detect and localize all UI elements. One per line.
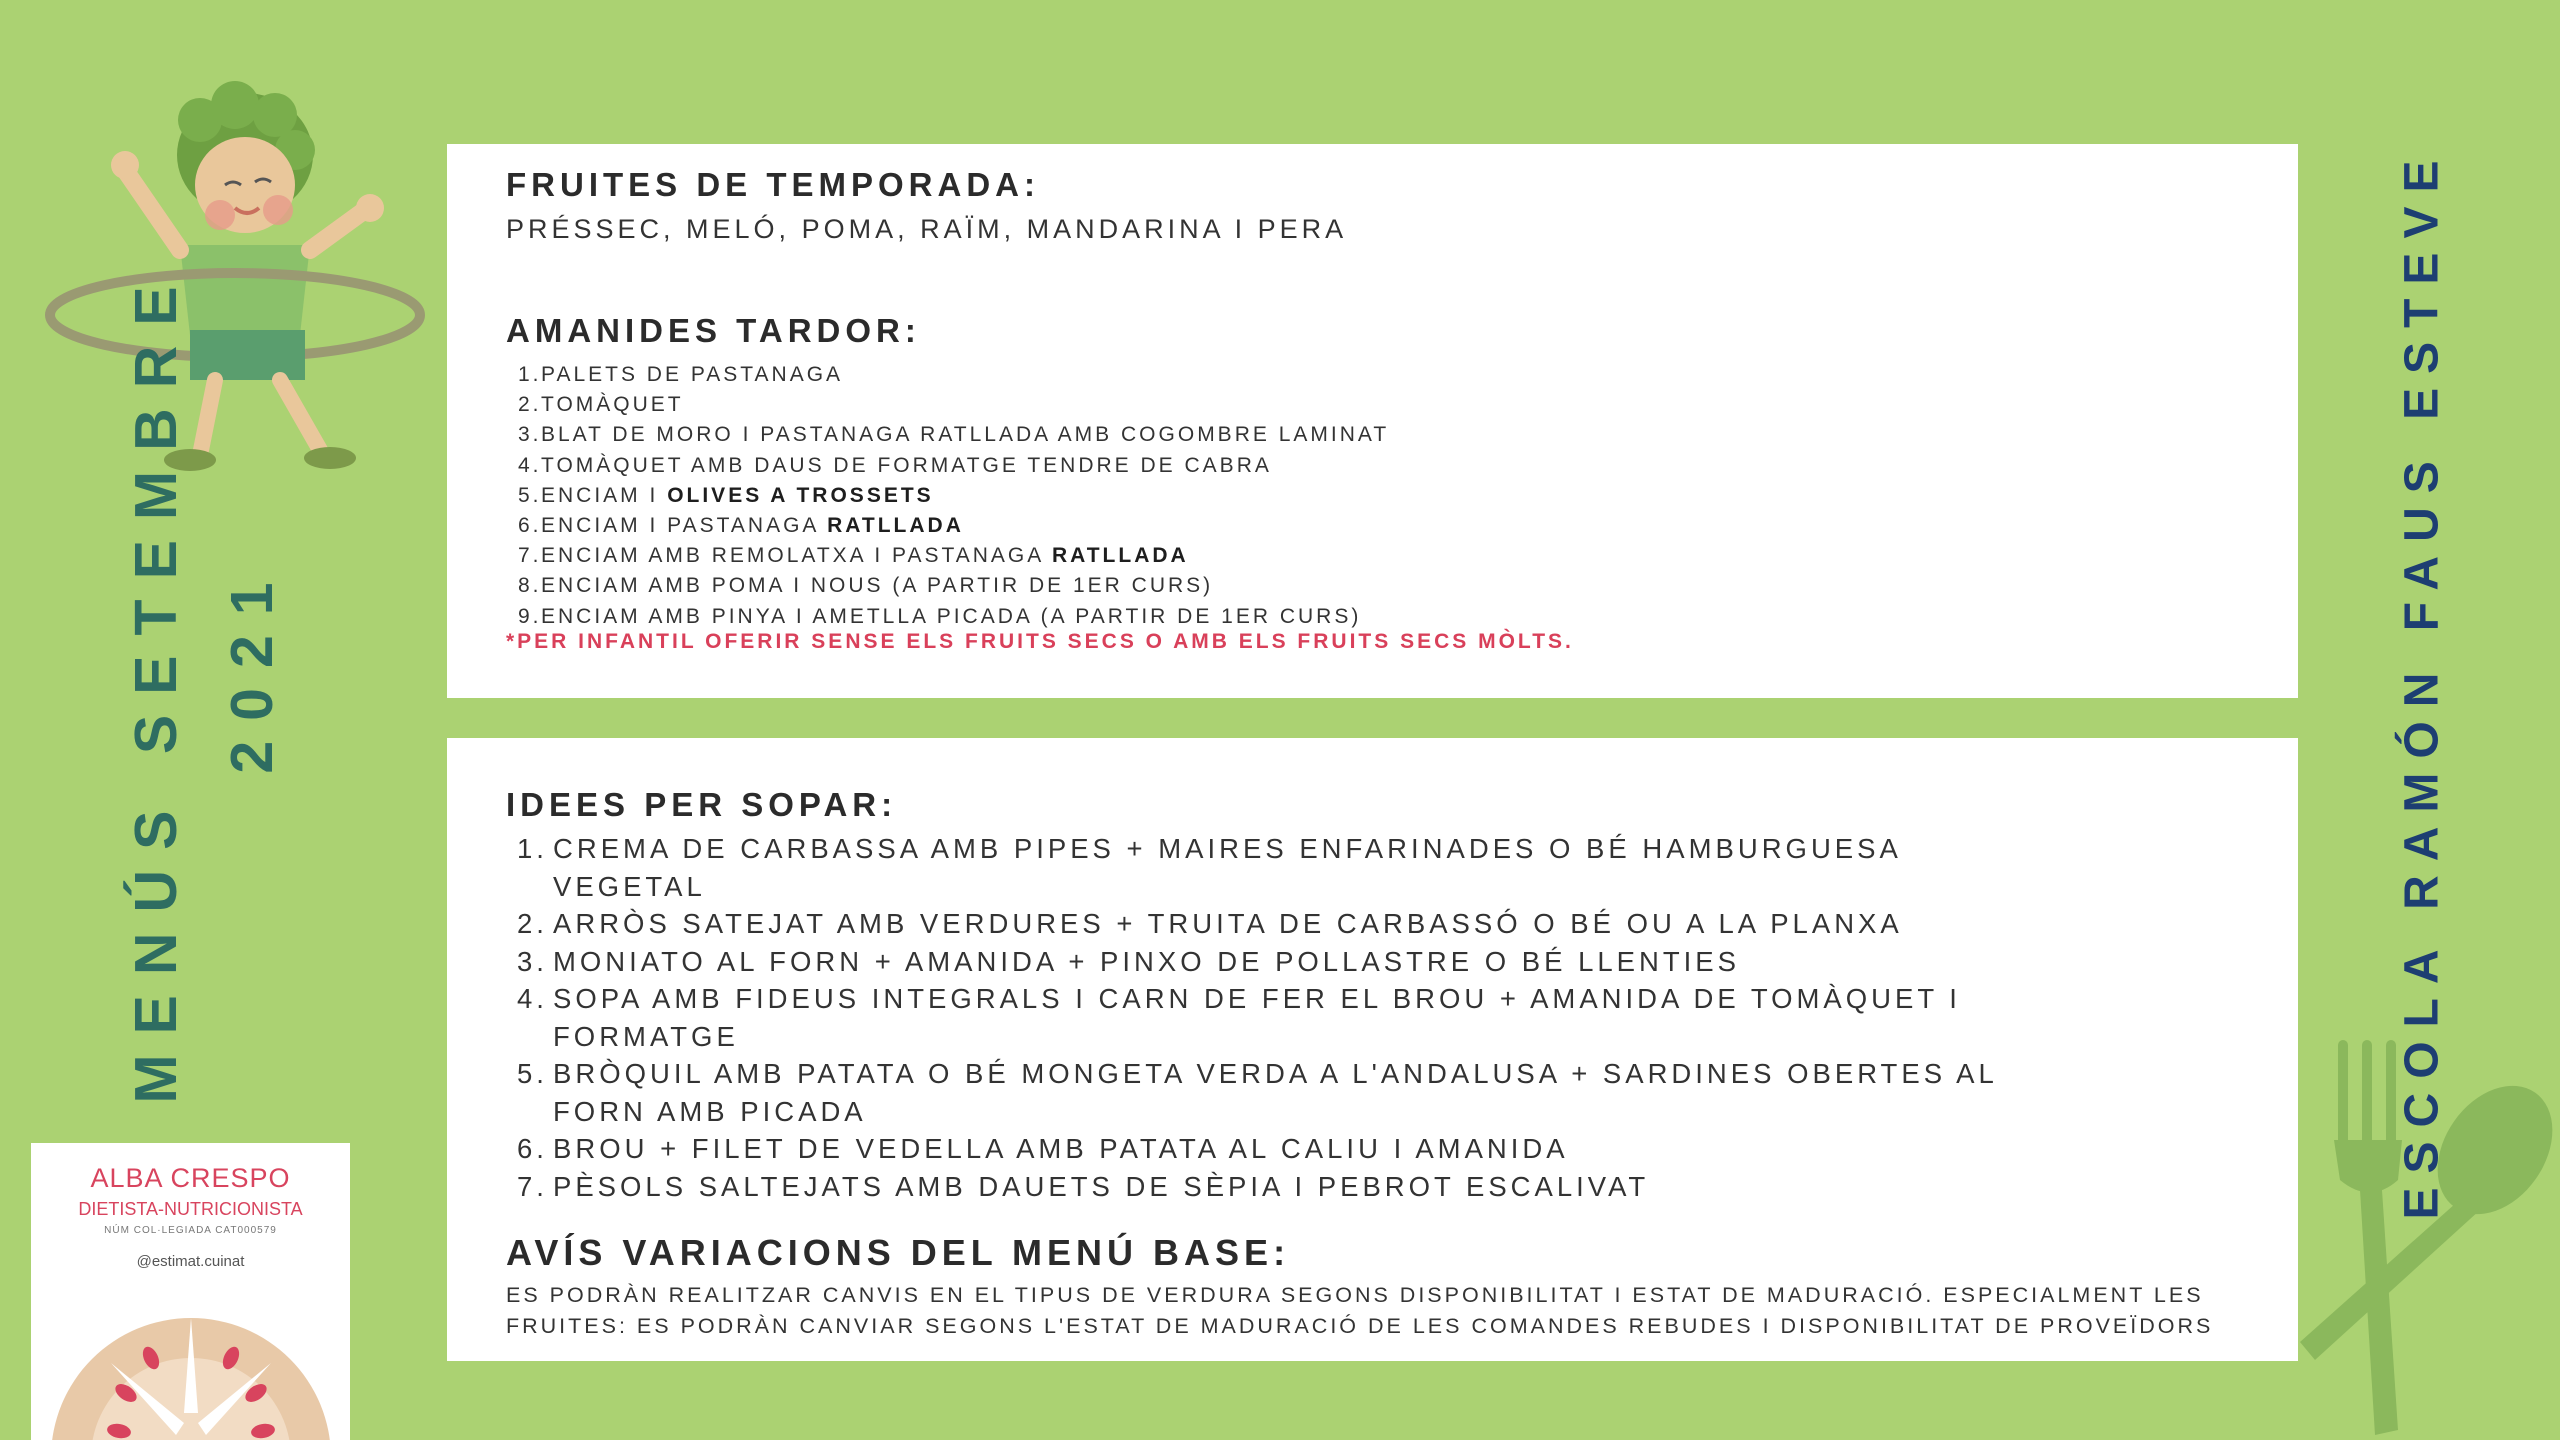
list-item: 1. PALETS DE PASTANAGA — [518, 363, 844, 386]
dinner-panel — [447, 738, 2298, 1361]
list-item: 5. BRÒQUIL AMB PATATA O BÉ MONGETA VERDA A L'ANDALUSA + SARDINES OBERTES AL FORN AMB PICADA — [517, 1058, 1997, 1127]
seasonal-panel — [447, 144, 2298, 698]
list-item: 9. ENCIAM AMB PINYA I AMETLLA PICADA (A PARTIR DE 1ER CURS) — [518, 604, 1362, 628]
child-hula-hoop-illustration — [30, 60, 450, 480]
list-item: 4. SOPA AMB FIDEUS INTEGRALS I CARN DE FER EL BROU + AMANIDA DE TOMÀQUET I FORMATGE — [517, 983, 1961, 1052]
logo-handle: @estimat.cuinat — [136, 1253, 245, 1270]
list-item: 3. MONIATO AL FORN + AMANIDA + PINXO DE POLLASTRE O BÉ LLENTIES — [517, 945, 1740, 977]
sopar-list — [517, 830, 2057, 1205]
list-item: 5. ENCIAM I OLIVES A TROSSETS — [518, 483, 934, 507]
avis-text: ES PODRÀN REALITZAR CANVIS EN EL TIPUS DE VERDURA SEGONS DISPONIBILITAT I ESTAT DE MADURACIÓ. ESPECIALMENT LES FRUITES: ES PODRÀN CANVIAR SEGONS L'ESTAT DE MADURACIÓ DE LES COMANDES REBUDES I DISPONIBILITAT DE PROVEÏDORS — [506, 1283, 2214, 1338]
list-item: 8. ENCIAM AMB POMA I NOUS (A PARTIR DE 1ER CURS) — [518, 574, 1214, 598]
sopar-heading: IDEES PER SOPAR: — [506, 786, 898, 823]
amanides-heading: AMANIDES TARDOR: — [506, 312, 921, 349]
logo-name-second: CRESPO — [170, 1163, 291, 1193]
menu-month-title: MENÚS SETEMBRE — [123, 266, 189, 1104]
logo-name-first: ALBA — [90, 1163, 162, 1193]
list-item: 2. TOMÀQUET — [518, 393, 684, 417]
menu-year-title: 2021 — [219, 562, 285, 774]
list-item: 3. BLAT DE MORO I PASTANAGA RATLLADA AMB COGOMBRE LAMINAT — [518, 423, 1390, 447]
school-name-title: ESCOLA RAMÓN FAUS ESTEVE — [2395, 146, 2449, 1220]
logo-registration: NÚM COL·LEGIADA CAT000579 — [104, 1225, 277, 1236]
list-item: 6. ENCIAM I PASTANAGA RATLLADA — [518, 514, 964, 538]
fruit-slice-icon — [41, 1283, 341, 1440]
list-item: 7. PÈSOLS SALTEJATS AMB DAUETS DE SÈPIA I PEBROT ESCALIVAT — [517, 1170, 1650, 1202]
infantil-note: *PER INFANTIL OFERIR SENSE ELS FRUITS SECS O AMB ELS FRUITS SECS MÒLTS. — [506, 630, 1574, 653]
nutritionist-logo-card — [31, 1143, 350, 1440]
fruites-heading: FRUITES DE TEMPORADA: — [506, 166, 1040, 203]
logo-subtitle: DIETISTA-NUTRICIONISTA — [78, 1199, 303, 1219]
list-item: 6. BROU + FILET DE VEDELLA AMB PATATA AL CALIU I AMANIDA — [517, 1133, 1569, 1164]
logo-name — [31, 1163, 350, 1194]
list-item: 7. ENCIAM AMB REMOLATXA I PASTANAGA RATLLADA — [518, 544, 1189, 568]
avis-heading: AVÍS VARIACIONS DEL MENÚ BASE: — [506, 1232, 1291, 1273]
list-item: 1. CREMA DE CARBASSA AMB PIPES + MAIRES ENFARINADES O BÉ HAMBURGUESA VEGETAL — [517, 833, 1901, 902]
fruites-text: PRÉSSEC, MELÓ, POMA, RAÏM, MANDARINA I PERA — [506, 214, 1348, 244]
amanides-list — [506, 360, 1389, 632]
list-item: 4. TOMÀQUET AMB DAUS DE FORMATGE TENDRE DE CABRA — [518, 453, 1272, 477]
list-item: 2. ARRÒS SATEJAT AMB VERDURES + TRUITA DE CARBASSÓ O BÉ OU A LA PLANXA — [517, 908, 1903, 939]
